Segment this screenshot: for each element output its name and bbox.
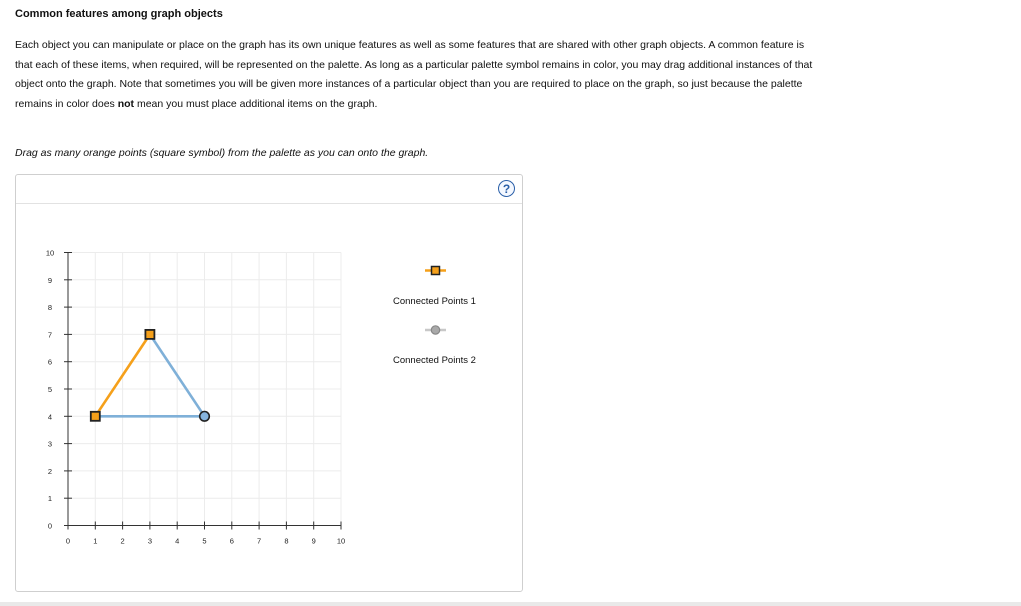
y-tick-label: 4 xyxy=(47,412,53,422)
y-tick-label: 5 xyxy=(47,385,53,394)
orange-point[interactable] xyxy=(91,412,100,421)
palette-gray-circle-icon[interactable] xyxy=(425,326,446,334)
graph-area[interactable] xyxy=(16,175,522,591)
y-tick-label: 7 xyxy=(47,330,53,340)
axes xyxy=(64,253,341,530)
y-tick-label: 1 xyxy=(47,494,53,504)
x-tick-label: 6 xyxy=(229,536,234,546)
x-tick-label: 7 xyxy=(257,536,262,546)
x-tick-label: 4 xyxy=(175,536,180,546)
page-title: Common features among graph objects xyxy=(15,8,223,20)
palette-label-connected-points-2[interactable]: Connected Points 2 xyxy=(393,355,476,366)
bottom-scroll-strip xyxy=(0,602,1021,606)
x-tick-label: 10 xyxy=(336,536,346,546)
y-tick-label: 8 xyxy=(47,303,53,313)
y-tick-label: 2 xyxy=(47,466,53,476)
intro-text-2: mean you must place additional items on the graph. xyxy=(134,97,378,110)
y-tick-label: 6 xyxy=(47,357,53,367)
help-button[interactable]: ? xyxy=(498,180,515,197)
palette-orange-square-icon[interactable] xyxy=(425,267,446,275)
y-tick-label: 3 xyxy=(47,439,53,449)
x-tick-label: 9 xyxy=(311,536,316,546)
graph-panel xyxy=(15,174,523,592)
palette-label-connected-points-1[interactable]: Connected Points 1 xyxy=(393,296,476,307)
instruction-text: Drag as many orange points (square symbol) from the palette as you can onto the graph. xyxy=(15,147,429,159)
intro-paragraph xyxy=(15,36,815,114)
blue-point[interactable] xyxy=(200,412,210,422)
x-tick-label: 2 xyxy=(120,536,125,546)
tick-labels xyxy=(46,249,345,546)
intro-text-1: Each object you can manipulate or place on the graph has its own unique features as well as some features that are shared with other graph objects. A common feature is that each of these items, when required, will be represented on the palette. As long as a particular palette symbol remains in color, you may drag additional instances of that object onto the graph. Note that sometimes you will be given more instances of a particular object than you are required to place on the graph, so just because the palette remains in color does xyxy=(15,39,813,110)
orange-point[interactable] xyxy=(145,330,154,339)
x-tick-label: 3 xyxy=(147,536,152,546)
y-tick-label: 9 xyxy=(47,275,53,285)
y-tick-label: 10 xyxy=(45,248,55,258)
x-tick-label: 0 xyxy=(65,536,71,546)
x-tick-label: 8 xyxy=(284,536,289,546)
x-tick-label: 5 xyxy=(202,536,207,546)
x-tick-label: 1 xyxy=(93,536,98,546)
y-tick-label: 0 xyxy=(47,521,53,531)
grid xyxy=(68,253,341,526)
intro-bold-not: not xyxy=(117,97,135,110)
